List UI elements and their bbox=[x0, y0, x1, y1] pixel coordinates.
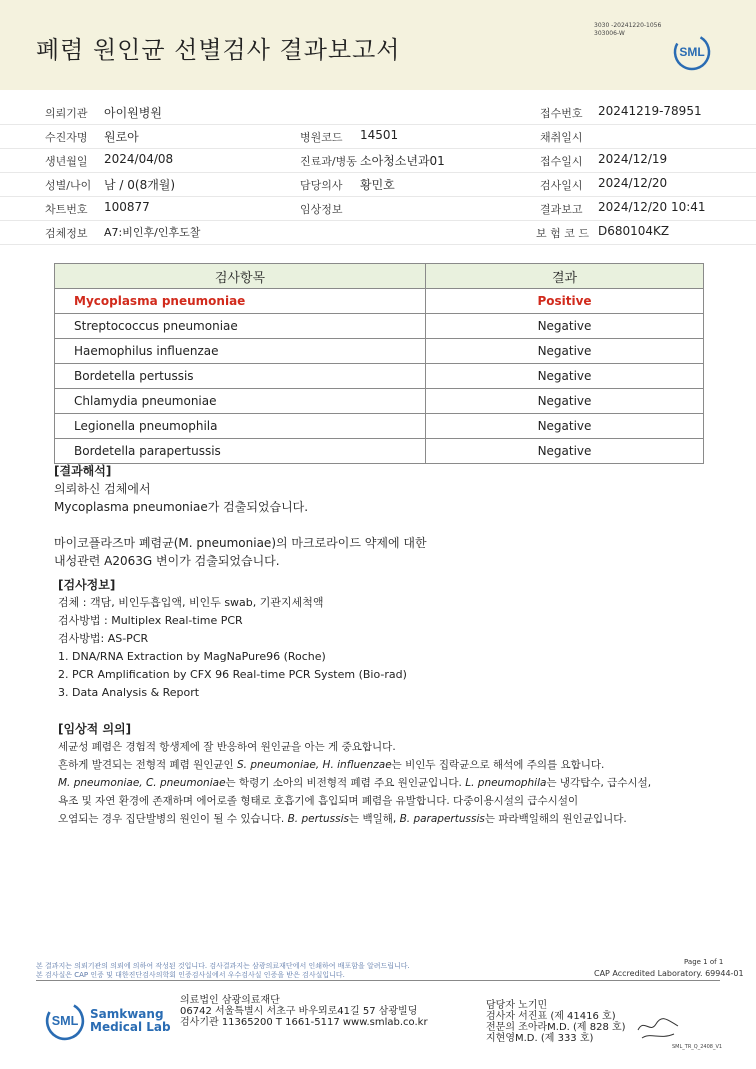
table-row bbox=[55, 289, 704, 314]
column-header-result: 결과 bbox=[426, 264, 704, 289]
test-item-name: Streptococcus pneumoniae bbox=[55, 314, 426, 339]
info-row bbox=[0, 124, 756, 149]
test-result: Negative bbox=[426, 314, 704, 339]
sml-logo-text: SML bbox=[679, 45, 705, 59]
signature-icon bbox=[634, 1014, 684, 1044]
info-label: 병원코드 bbox=[300, 131, 343, 144]
interpretation-heading: [결과해석] bbox=[54, 464, 112, 478]
info-row bbox=[0, 100, 756, 125]
info-value: 아이원병원 bbox=[104, 106, 162, 120]
staff-line: 지현영M.D. (제 333 호) bbox=[486, 1033, 594, 1044]
test-info-line: 1. DNA/RNA Extraction by MagNaPure96 (Roche) bbox=[58, 650, 326, 663]
clinical-organism: B. parapertussis bbox=[399, 813, 485, 825]
info-row bbox=[0, 172, 756, 197]
test-result: Negative bbox=[426, 364, 704, 389]
clinical-text: 흔하게 발견되는 전형적 폐렴 원인균인 bbox=[58, 759, 237, 771]
footer-disclaimer bbox=[36, 962, 410, 980]
info-value: 남 / 0(8개월) bbox=[104, 178, 176, 192]
report-header bbox=[0, 0, 756, 90]
company-name bbox=[90, 1008, 171, 1034]
clinical-line bbox=[58, 756, 738, 774]
info-label: 보 험 코 드 bbox=[536, 227, 589, 240]
test-item-name: Chlamydia pneumoniae bbox=[55, 389, 426, 414]
staff-signatures bbox=[486, 1000, 626, 1044]
test-item-name: Bordetella parapertussis bbox=[55, 439, 426, 464]
clinical-text: 는 학령기 소아의 비전형적 폐렴 주요 원인균입니다. bbox=[225, 777, 466, 789]
table-row bbox=[55, 364, 704, 389]
info-label: 차트번호 bbox=[45, 203, 88, 216]
clinical-text: 는 비인두 집락균으로 해석에 주의를 요합니다. bbox=[391, 759, 605, 771]
test-info-line: 2. PCR Amplification by CFX 96 Real-time PCR System (Bio-rad) bbox=[58, 668, 407, 681]
info-value: A7:비인후/인후도찰 bbox=[104, 226, 201, 239]
company-name-line2: Medical Lab bbox=[90, 1020, 171, 1034]
info-label: 접수일시 bbox=[540, 155, 583, 168]
clinical-heading: [임상적 의의] bbox=[58, 722, 132, 736]
cap-accreditation: CAP Accredited Laboratory. 69944-01 bbox=[594, 969, 744, 978]
info-value: 원로아 bbox=[104, 130, 139, 144]
info-value: 2024/12/19 bbox=[598, 152, 668, 166]
table-row bbox=[55, 414, 704, 439]
company-name-line1: Samkwang bbox=[90, 1007, 164, 1021]
info-value: 소아청소년과01 bbox=[360, 154, 445, 168]
clinical-organism: B. pertussis bbox=[287, 813, 349, 825]
interpretation-line: 마이코플라즈마 폐렴균(M. pneumoniae)의 마크로라이드 약제에 대한 bbox=[54, 536, 427, 550]
address-line: 06742 서울특별시 서초구 바우뫼로41길 57 삼광빌딩 bbox=[180, 1006, 418, 1017]
test-info-line: 검사방법: AS-PCR bbox=[58, 632, 149, 645]
info-label: 임상정보 bbox=[300, 203, 343, 216]
interpretation-section bbox=[54, 462, 427, 570]
info-value: 2024/04/08 bbox=[104, 152, 174, 166]
info-value: 2024/12/20 10:41 bbox=[598, 200, 706, 214]
info-value: 황민호 bbox=[360, 178, 395, 192]
info-label: 의뢰기관 bbox=[45, 107, 88, 120]
sml-logo-icon bbox=[672, 32, 712, 72]
test-info-heading: [검사정보] bbox=[58, 578, 116, 592]
test-result: Negative bbox=[426, 339, 704, 364]
test-item-name: Haemophilus influenzae bbox=[55, 339, 426, 364]
test-info-line: 검체 : 객담, 비인두흡입액, 비인두 swab, 기관지세척액 bbox=[58, 596, 324, 609]
test-info-line: 3. Data Analysis & Report bbox=[58, 686, 200, 699]
info-value: D680104KZ bbox=[598, 224, 670, 238]
document-code bbox=[594, 22, 661, 38]
document-code-line2: 303006-W bbox=[594, 30, 625, 37]
info-label: 수진자명 bbox=[45, 131, 88, 144]
footer-divider bbox=[36, 980, 720, 981]
clinical-section bbox=[58, 720, 738, 828]
table-row bbox=[55, 314, 704, 339]
test-info-line: 검사방법 : Multiplex Real-time PCR bbox=[58, 614, 243, 627]
clinical-text: 오염되는 경우 집단발병의 원인이 될 수 있습니다. bbox=[58, 813, 288, 825]
clinical-line bbox=[58, 810, 738, 828]
clinical-text: 는 파라백일해의 원인균입니다. bbox=[484, 813, 627, 825]
results-header-row bbox=[55, 264, 704, 289]
staff-line: 전문의 조아라M.D. (제 828 호) bbox=[486, 1022, 626, 1033]
footer-note-line: 본 결과지는 의뢰기관의 의뢰에 의하여 작성된 것입니다. 검사결과지는 삼광의료재단에서 인쇄하여 배포함을 알려드립니다. bbox=[36, 962, 410, 970]
info-row bbox=[0, 148, 756, 173]
address-line: 의료법인 삼광의료재단 bbox=[180, 995, 280, 1006]
staff-line: 검사자 서진표 (제 41416 호) bbox=[486, 1011, 616, 1022]
clinical-line: 욕조 및 자연 환경에 존재하며 에어로졸 형태로 호흡기에 흡입되며 폐렴을 유발합니다. 다중이용시설의 급수시설이 bbox=[58, 795, 579, 807]
info-value: 20241219-78951 bbox=[598, 104, 702, 118]
clinical-organism: M. pneumoniae, C. pneumoniae bbox=[58, 777, 226, 789]
info-label: 성별/나이 bbox=[45, 179, 92, 192]
info-label: 채취일시 bbox=[540, 131, 583, 144]
clinical-line: 세균성 폐렴은 경험적 항생제에 잘 반응하여 원인균을 아는 게 중요합니다. bbox=[58, 741, 396, 753]
clinical-organism: L. pneumophila bbox=[465, 777, 547, 789]
info-row bbox=[0, 220, 756, 245]
sml-footer-logo-icon bbox=[44, 1000, 86, 1042]
document-code-line1: 3030 -20241220-1056 bbox=[594, 22, 662, 29]
info-value: 2024/12/20 bbox=[598, 176, 668, 190]
info-value: 14501 bbox=[360, 128, 399, 142]
table-row bbox=[55, 339, 704, 364]
info-label: 담당의사 bbox=[300, 179, 343, 192]
info-label: 진료과/병동 bbox=[300, 155, 357, 168]
info-label: 결과보고 bbox=[540, 203, 583, 216]
report-title: 폐렴 원인균 선별검사 결과보고서 bbox=[36, 36, 401, 64]
test-result: Negative bbox=[426, 439, 704, 464]
form-code: SML_TR_Q_2408_V1 bbox=[672, 1044, 723, 1050]
staff-line: 담당자 노기민 bbox=[486, 1000, 548, 1011]
page-number: Page 1 of 1 bbox=[684, 958, 724, 966]
footer-note-line: 본 검사실은 CAP 인증 및 대한진단검사의학회 인증검사실에서 우수검사실 인증을 받은 검사실입니다. bbox=[36, 971, 345, 979]
test-item-name: Legionella pneumophila bbox=[55, 414, 426, 439]
interpretation-line: Mycoplasma pneumoniae가 검출되었습니다. bbox=[54, 500, 309, 514]
column-header-test-item: 검사항목 bbox=[55, 264, 426, 289]
clinical-line bbox=[58, 774, 738, 792]
table-row bbox=[55, 439, 704, 464]
interpretation-line: 내성관련 A2063G 변이가 검출되었습니다. bbox=[54, 554, 280, 568]
test-info-section bbox=[58, 576, 407, 702]
info-value: 100877 bbox=[104, 200, 150, 214]
info-label: 검체정보 bbox=[45, 227, 88, 240]
clinical-text: 는 백일해, bbox=[348, 813, 400, 825]
clinical-organism: S. pneumoniae, H. influenzae bbox=[236, 759, 392, 771]
info-label: 생년월일 bbox=[45, 155, 88, 168]
address-line: 검사기관 11365200 T 1661-5117 www.smlab.co.kr bbox=[180, 1017, 428, 1028]
test-result: Negative bbox=[426, 389, 704, 414]
sml-footer-logo-text: SML bbox=[51, 1014, 79, 1029]
table-row bbox=[55, 389, 704, 414]
company-address bbox=[180, 995, 428, 1028]
test-result: Negative bbox=[426, 414, 704, 439]
info-label: 검사일시 bbox=[540, 179, 583, 192]
interpretation-line: 의뢰하신 검체에서 bbox=[54, 482, 151, 496]
test-item-name: Mycoplasma pneumoniae bbox=[55, 289, 426, 314]
clinical-text: 는 냉각탑수, 급수시설, bbox=[546, 777, 652, 789]
results-table bbox=[54, 263, 704, 464]
test-result: Positive bbox=[426, 289, 704, 314]
info-label: 접수번호 bbox=[540, 107, 583, 120]
info-row bbox=[0, 196, 756, 221]
test-item-name: Bordetella pertussis bbox=[55, 364, 426, 389]
